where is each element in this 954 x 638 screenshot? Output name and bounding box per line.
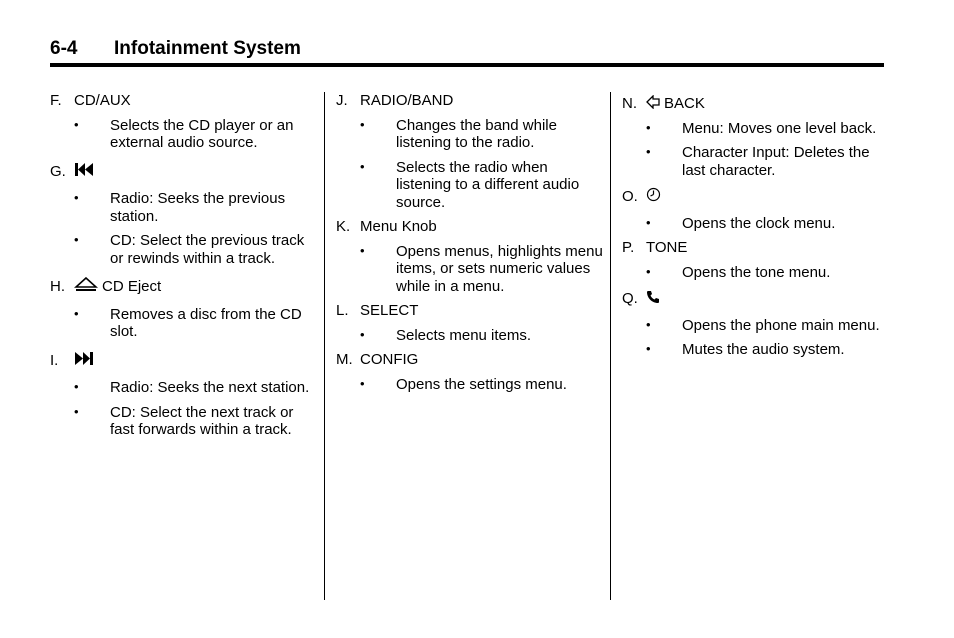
bullet-text: Removes a disc from the CD slot. xyxy=(110,305,302,340)
bullet-item xyxy=(622,317,882,335)
bullet-text: Selects the CD player or an external audio source. xyxy=(110,116,294,151)
eject-icon xyxy=(74,277,98,297)
bullet-text: Radio: Seeks the next station. xyxy=(110,379,310,396)
bullet-marker: • xyxy=(360,242,365,258)
bullet-text: Opens menus, highlights menu items, or sets numeric values while in a menu. xyxy=(396,242,603,295)
column-1 xyxy=(50,92,320,439)
control-item-m xyxy=(336,351,606,393)
bullet-marker: • xyxy=(74,232,79,247)
header-rule xyxy=(50,63,884,67)
bullet-marker: • xyxy=(646,214,651,230)
bullet-text: Opens the clock menu. xyxy=(682,214,836,232)
bullet-item xyxy=(622,264,882,282)
item-label: TONE xyxy=(646,239,688,256)
bullet-item xyxy=(622,144,882,179)
bullet-marker: • xyxy=(360,326,365,342)
control-item-h xyxy=(50,278,320,341)
control-item-g xyxy=(50,163,320,268)
bullet-item xyxy=(336,117,606,152)
item-label: RADIO/BAND xyxy=(360,92,454,109)
bullet-text: CD: Select the previous track or rewinds within a track. xyxy=(110,232,305,267)
seek-next-icon xyxy=(74,351,94,371)
control-item-k xyxy=(336,218,606,295)
item-label: CD/AUX xyxy=(74,92,131,109)
bullet-marker: • xyxy=(74,403,79,419)
bullet-marker: • xyxy=(646,316,651,332)
bullet-marker: • xyxy=(74,379,79,394)
bullet-item xyxy=(622,341,882,359)
bullet-marker: • xyxy=(74,305,79,321)
page-number: 6-4 xyxy=(50,38,78,59)
item-letter: M. xyxy=(336,351,353,368)
bullet-item xyxy=(50,117,320,152)
bullet-text: Opens the settings menu. xyxy=(396,375,567,393)
column-2 xyxy=(336,92,606,393)
bullet-text: Changes the band while listening to the radio. xyxy=(396,116,557,151)
column-divider xyxy=(610,92,611,600)
bullet-item xyxy=(50,404,320,439)
bullet-marker: • xyxy=(646,144,651,159)
bullet-text: Character Input: Deletes the last character. xyxy=(682,144,870,179)
bullet-item xyxy=(50,232,320,267)
back-arrow-icon xyxy=(646,95,660,114)
item-letter: Q. xyxy=(622,290,638,307)
section-title: Infotainment System xyxy=(114,38,301,59)
item-letter: N. xyxy=(622,95,637,112)
control-item-n xyxy=(622,95,882,179)
bullet-marker: • xyxy=(360,116,365,132)
control-item-i xyxy=(50,352,320,439)
item-letter: P. xyxy=(622,239,635,256)
bullet-marker: • xyxy=(646,119,651,135)
bullet-item xyxy=(336,376,606,394)
item-letter: F. xyxy=(50,92,62,109)
item-label: CD Eject xyxy=(102,278,162,295)
item-label: Menu Knob xyxy=(360,218,437,235)
bullet-text: Menu: Moves one level back. xyxy=(682,119,877,137)
seek-previous-icon xyxy=(74,162,94,182)
bullet-marker: • xyxy=(646,341,651,356)
bullet-text: Selects the radio when listening to a different audio source. xyxy=(396,158,580,211)
bullet-item xyxy=(622,215,882,233)
control-item-f xyxy=(50,92,320,152)
control-item-j xyxy=(336,92,606,211)
item-letter: G. xyxy=(50,162,66,180)
bullet-text: Opens the phone main menu. xyxy=(682,316,880,334)
bullet-text: Opens the tone menu. xyxy=(682,263,831,281)
bullet-text: CD: Select the next track or fast forwards within a track. xyxy=(110,403,294,438)
control-item-o xyxy=(622,188,882,232)
bullet-marker: • xyxy=(74,190,79,205)
bullet-marker: • xyxy=(360,375,365,391)
item-letter: K. xyxy=(336,218,351,235)
item-label: BACK xyxy=(664,95,705,112)
item-letter: I. xyxy=(50,351,59,369)
bullet-text: Selects menu items. xyxy=(396,326,532,344)
column-3 xyxy=(622,92,882,359)
bullet-text: Radio: Seeks the previous station. xyxy=(110,190,286,225)
bullet-item xyxy=(50,379,320,397)
control-item-q xyxy=(622,290,882,359)
bullet-item xyxy=(50,306,320,341)
bullet-item xyxy=(336,243,606,296)
bullet-item xyxy=(336,327,606,345)
phone-icon xyxy=(646,290,660,309)
item-label: SELECT xyxy=(360,302,419,319)
control-item-p xyxy=(622,239,882,281)
clock-icon xyxy=(646,187,661,207)
bullet-marker: • xyxy=(646,263,651,279)
item-letter: J. xyxy=(336,92,348,109)
bullet-item xyxy=(622,120,882,138)
bullet-text: Mutes the audio system. xyxy=(682,341,845,358)
page-header xyxy=(50,38,884,64)
bullet-marker: • xyxy=(360,158,365,174)
column-divider xyxy=(324,92,325,600)
bullet-marker: • xyxy=(74,116,79,132)
item-letter: H. xyxy=(50,278,65,295)
control-item-l xyxy=(336,302,606,344)
item-letter: O. xyxy=(622,188,638,205)
bullet-item xyxy=(336,159,606,212)
bullet-item xyxy=(50,190,320,225)
item-letter: L. xyxy=(336,302,349,319)
item-label: CONFIG xyxy=(360,351,419,368)
